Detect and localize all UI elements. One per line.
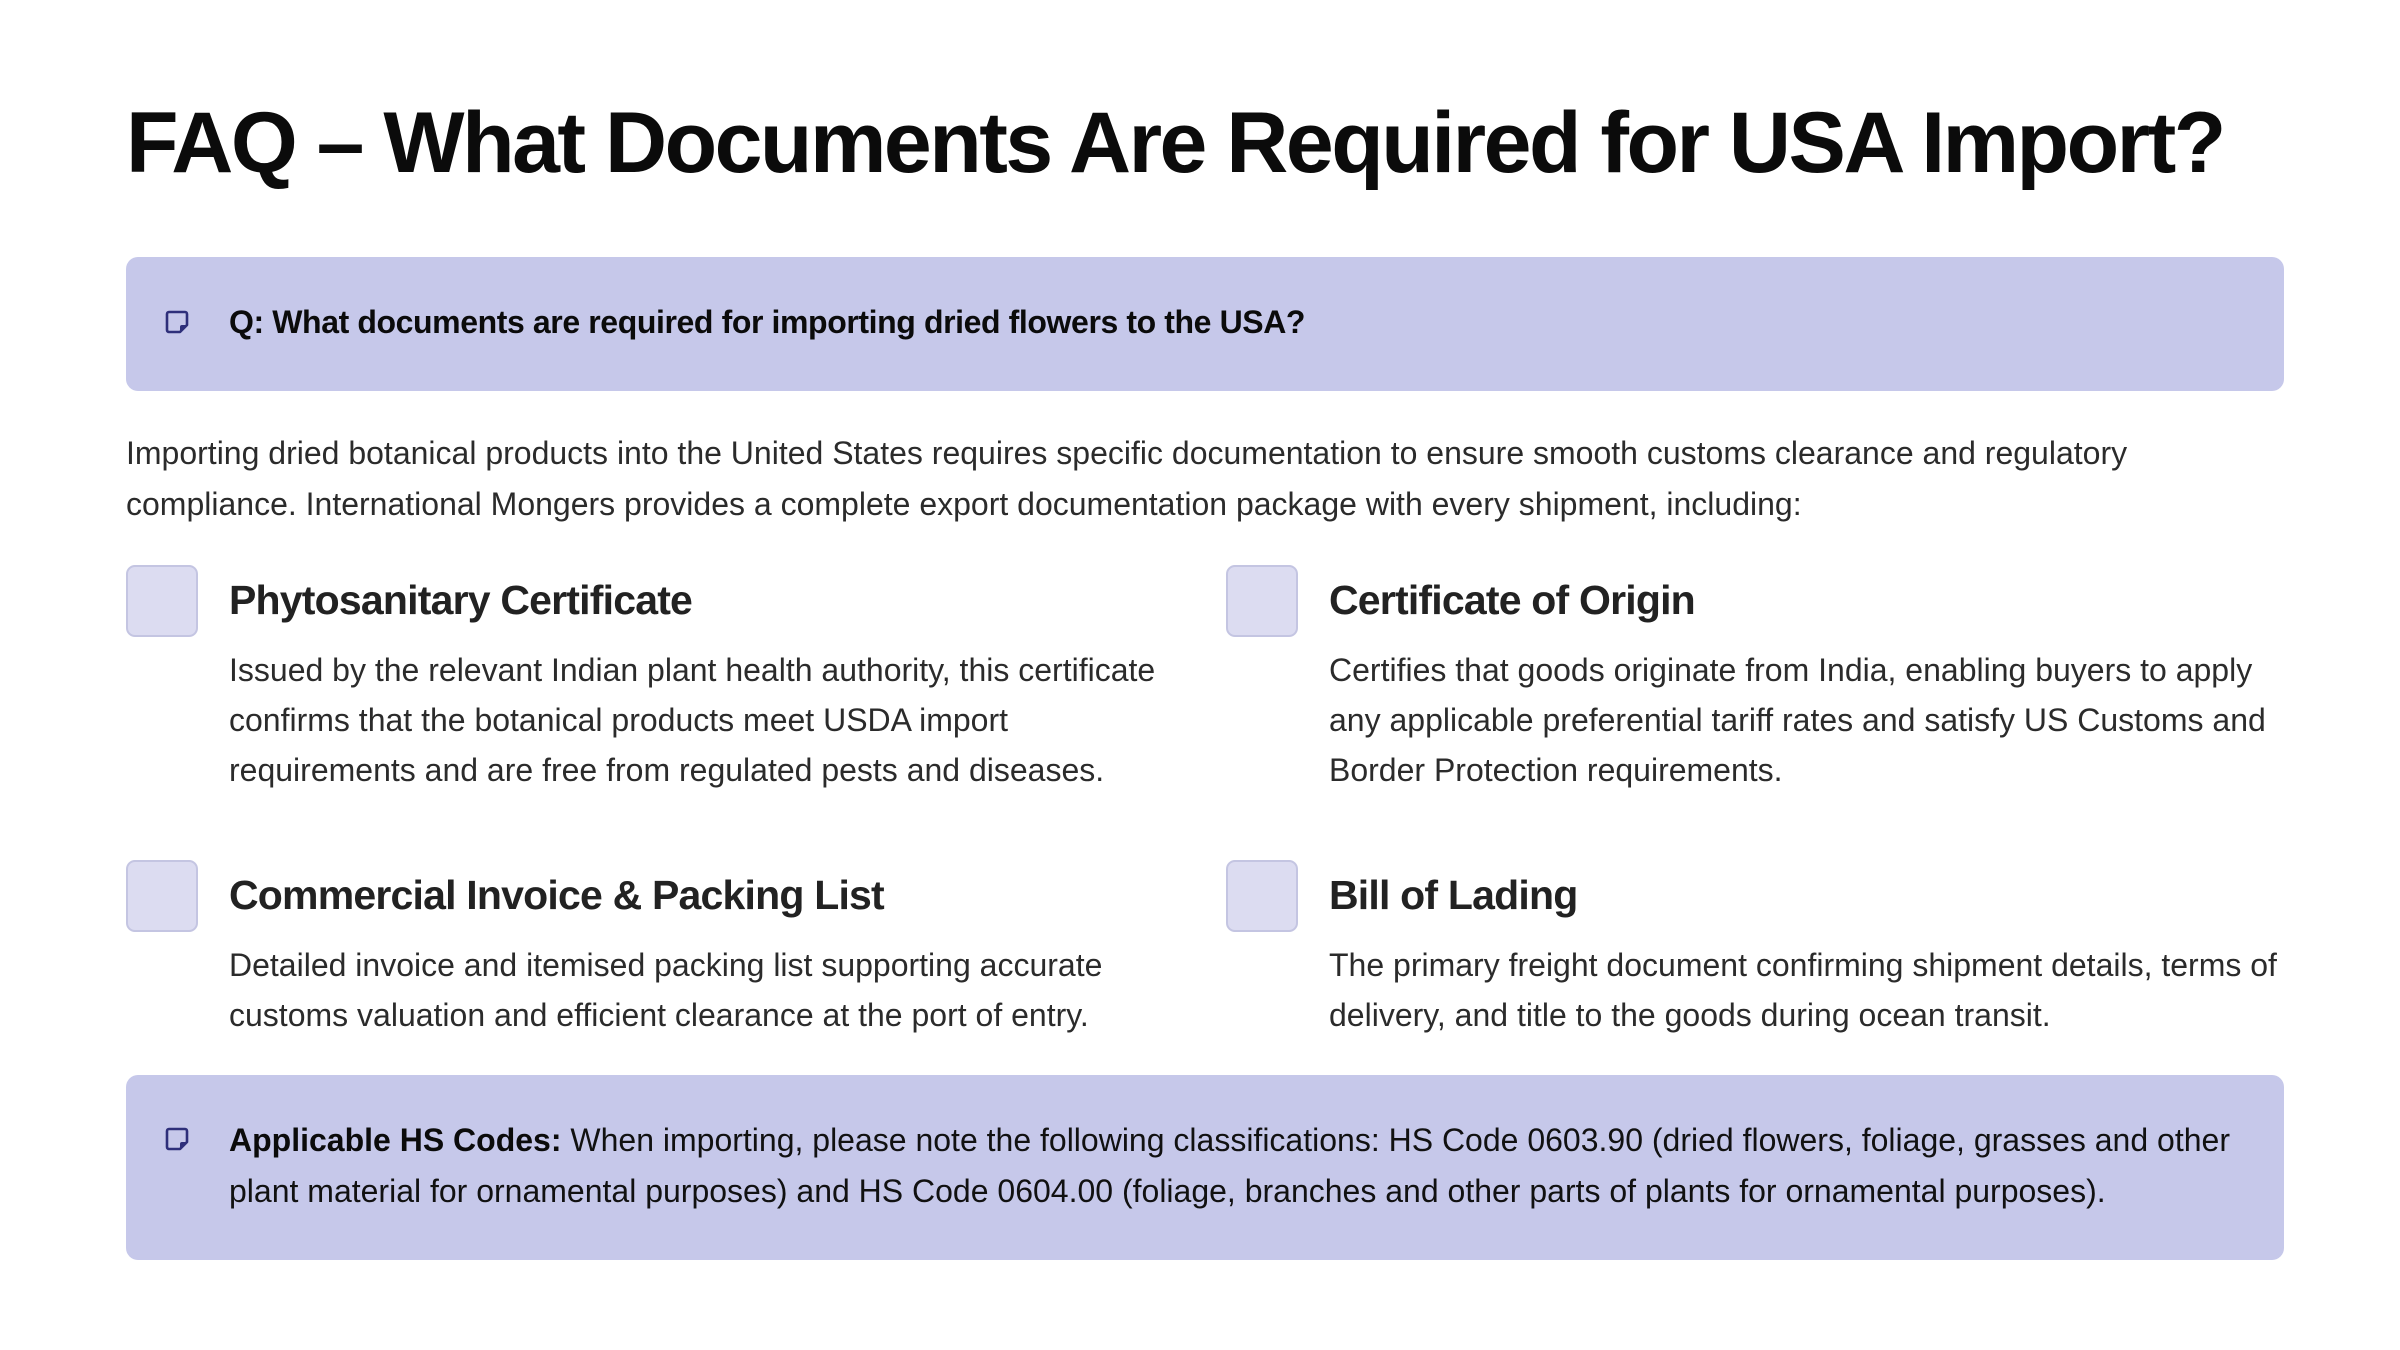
document-icon-box — [126, 860, 198, 932]
document-icon-box — [126, 565, 198, 637]
question-text: Q: What documents are required for importing dried flowers to the USA? — [229, 304, 1306, 340]
hs-codes-body: When importing, please note the following classifications: HS Code 0603.90 (dried flowers, foliage, grasses and other plant material for ornamental purposes) and HS Code 0604.00 (foliage, branches and other parts of plants for ornamental purposes). — [229, 1122, 2230, 1209]
hs-codes-text — [229, 1115, 2269, 1217]
hs-codes-callout — [126, 1075, 2284, 1260]
document-description: Certifies that goods originate from India, enabling buyers to apply any applicable preferential tariff rates and satisfy US Customs and Border Protection requirements. — [1329, 652, 2266, 788]
document-title: Certificate of Origin — [1329, 577, 1695, 623]
document-description: Detailed invoice and itemised packing list supporting accurate customs valuation and efficient clearance at the port of entry. — [229, 947, 1103, 1033]
document-icon-box — [1226, 860, 1298, 932]
document-title: Bill of Lading — [1329, 872, 1578, 918]
document-description: Issued by the relevant Indian plant health authority, this certificate confirms that the botanical products meet USDA import requirements and are free from regulated pests and diseases. — [229, 652, 1156, 788]
document-title: Phytosanitary Certificate — [229, 577, 693, 623]
question-callout — [126, 257, 2284, 391]
hs-codes-label: Applicable HS Codes: — [229, 1122, 562, 1158]
document-title: Commercial Invoice & Packing List — [229, 872, 884, 918]
document-description: The primary freight document confirming shipment details, terms of delivery, and title to the goods during ocean transit. — [1329, 947, 2277, 1033]
sticky-note-icon — [164, 309, 190, 335]
intro-paragraph: Importing dried botanical products into the United States requires specific documentation to ensure smooth customs clearance and regulatory compliance. International Mongers provides a complete export documentation package with every shipment, including: — [126, 435, 2128, 522]
sticky-note-icon — [164, 1126, 190, 1152]
page-title: FAQ – What Documents Are Required for USA Import? — [126, 95, 2224, 191]
document-icon-box — [1226, 565, 1298, 637]
